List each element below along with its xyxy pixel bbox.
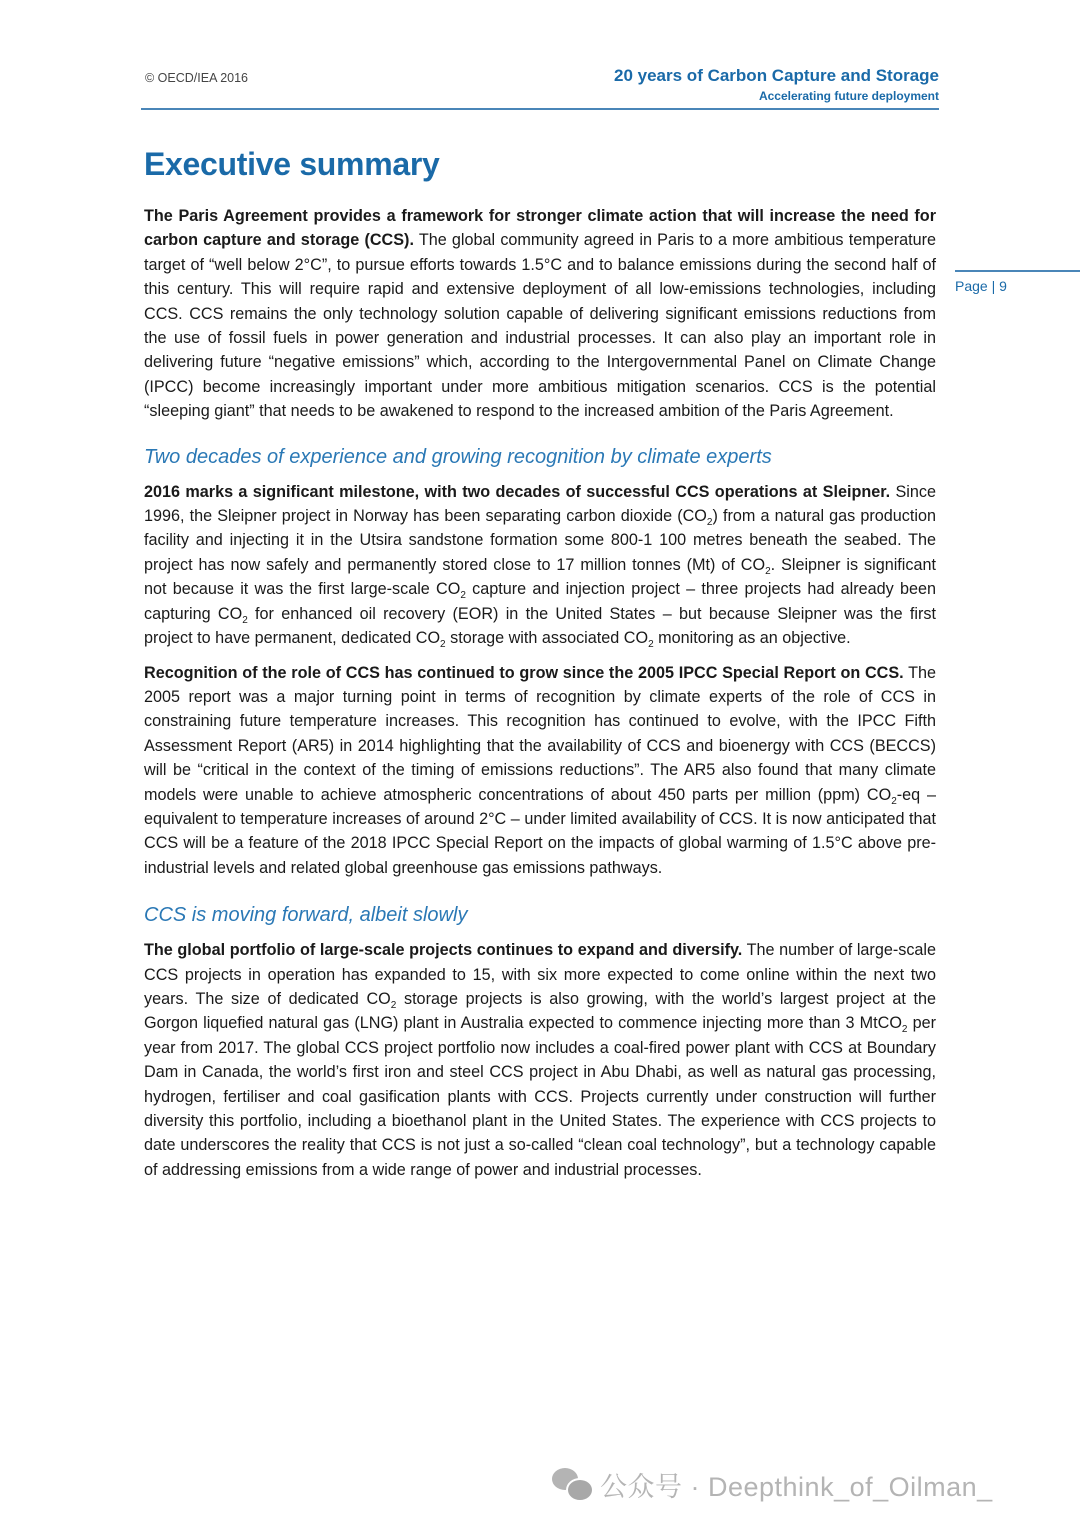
header-copyright: © OECD/IEA 2016 (145, 71, 249, 85)
subscript: 2 (891, 795, 897, 807)
header-report-subtitle: Accelerating future deployment (758, 89, 939, 103)
text: -eq – equivalent to temperature increases of around 2°C – under limited availability of CCS. It is now anticipated that CCS will be a feature of the 2018 IPCC Special Report on the impacts of global warming of 1.5°C above pre-industrial levels and related global greenhouse gas emissions pathways. (144, 785, 936, 877)
paragraph-paris-agreement (144, 204, 936, 424)
page-number-divider (955, 270, 1080, 272)
text: per year from 2017. The global CCS project portfolio now includes a coal-fired power plant with CCS at Boundary Dam in Canada, the world’s first iron and steel CCS project in Abu Dhabi, as well as natural gas processing, hydrogen, fertiliser and coal gasification plants with CCS. Projects currently under construction will further diversity this portfolio, including a bioethanol plant in the United States. The experience with CCS projects to date underscores the reality that CCS is not just a so-called “clean coal technology”, but a technology capable of addressing emissions from a wide range of power and industrial processes. (144, 1014, 936, 1179)
document-body (144, 204, 936, 1182)
text: . Sleipner is significant not because it was the first large-scale CO (144, 555, 936, 599)
header-report-title: 20 years of Carbon Capture and Storage (614, 66, 939, 85)
paragraph-body: The global community agreed in Paris to a more ambitious temperature target of “well below 2°C”, to pursue efforts towards 1.5°C and to balance emissions during the second half of this century. This will require rapid and extensive deployment of all low-emissions technologies, including CCS. CCS remains the only technology solution capable of delivering significant emissions reductions from the use of fossil fuels in power generation and industrial processes. It can also play an important role in delivering future “negative emissions” which, according to the Intergovernmental Panel on Climate Change (IPCC) become increasingly important under more ambitious mitigation scenarios. CCS is the potential “sleeping giant” that needs to be awakened to respond to the increased ambition of the Paris Agreement. (144, 231, 936, 421)
paragraph-lead: The Paris Agreement provides a framework for stronger climate action that will increase the need for carbon capture and storage (CCS). (144, 207, 936, 250)
paragraph-global-portfolio (144, 938, 936, 1182)
text: ) from a natural gas production facility and injecting it in the Utsira sandstone formation some 800-1 100 metres beneath the seabed. The project has now safely and permanently stored close to 17 million tonnes (Mt) of CO (144, 507, 936, 574)
section-heading-moving-forward: CCS is moving forward, albeit slowly (144, 904, 468, 927)
text: Since 1996, the Sleipner project in Norway has been separating carbon dioxide (CO (144, 482, 936, 526)
subscript: 2 (706, 517, 713, 529)
subscript: 2 (648, 639, 654, 651)
header-divider (141, 108, 939, 110)
text: The 2005 report was a major turning point in terms of recognition by climate experts of the role of CCS in constraining future temperature increases. This recognition has continued to evolve, with the IPCC Fifth Assessment Report (AR5) in 2014 highlighting that the availability of CCS and bioenergy with CCS (BECCS) will be “critical in the context of the timing of emissions reductions”. The AR5 also found that many climate models were unable to achieve atmospheric concentrations of about 450 parts per million (ppm) CO (144, 663, 936, 804)
watermark (552, 1465, 993, 1504)
text: storage projects is also growing, with the world’s largest project at the Gorgon liquefied natural gas (LNG) plant in Australia expected to commence injecting more than 3 MtCO (144, 989, 936, 1033)
paragraph-ipcc-recognition (144, 661, 936, 881)
header-report-info (614, 66, 939, 103)
text: capture and injection project – three projects had already been capturing CO (144, 580, 936, 623)
subscript: 2 (390, 1000, 397, 1012)
paragraph-lead: Recognition of the role of CCS has continued to grow since the 2005 IPCC Special Report on CCS. (144, 663, 904, 682)
paragraph-lead: The global portfolio of large-scale projects continues to expand and diversify. (144, 941, 743, 960)
section-heading-two-decades: Two decades of experience and growing recognition by climate experts (144, 445, 772, 468)
paragraph-lead: 2016 marks a significant milestone, with two decades of successful CCS operations at Sleipner. (144, 482, 891, 501)
subscript: 2 (460, 590, 466, 602)
text: The number of large-scale CCS projects in operation has expanded to 15, with six more expected to come online within the next two years. The size of dedicated CO (144, 941, 937, 1008)
page-title: Executive summary (144, 146, 440, 182)
page-number: Page | 9 (955, 278, 1007, 294)
subscript: 2 (901, 1024, 908, 1036)
subscript: 2 (440, 639, 446, 651)
subscript: 2 (765, 566, 771, 578)
text: monitoring as an objective. (653, 629, 851, 648)
wechat-icon (552, 1468, 592, 1502)
text: for enhanced oil recovery (EOR) in the United States – but because Sleipner was the first project to have permanent, dedicated CO (144, 604, 936, 648)
watermark-text: 公众号 · Deepthink_of_Oilman_ (600, 1472, 993, 1502)
paragraph-sleipner (144, 480, 936, 651)
text: storage with associated CO (445, 629, 649, 648)
subscript: 2 (242, 614, 248, 626)
